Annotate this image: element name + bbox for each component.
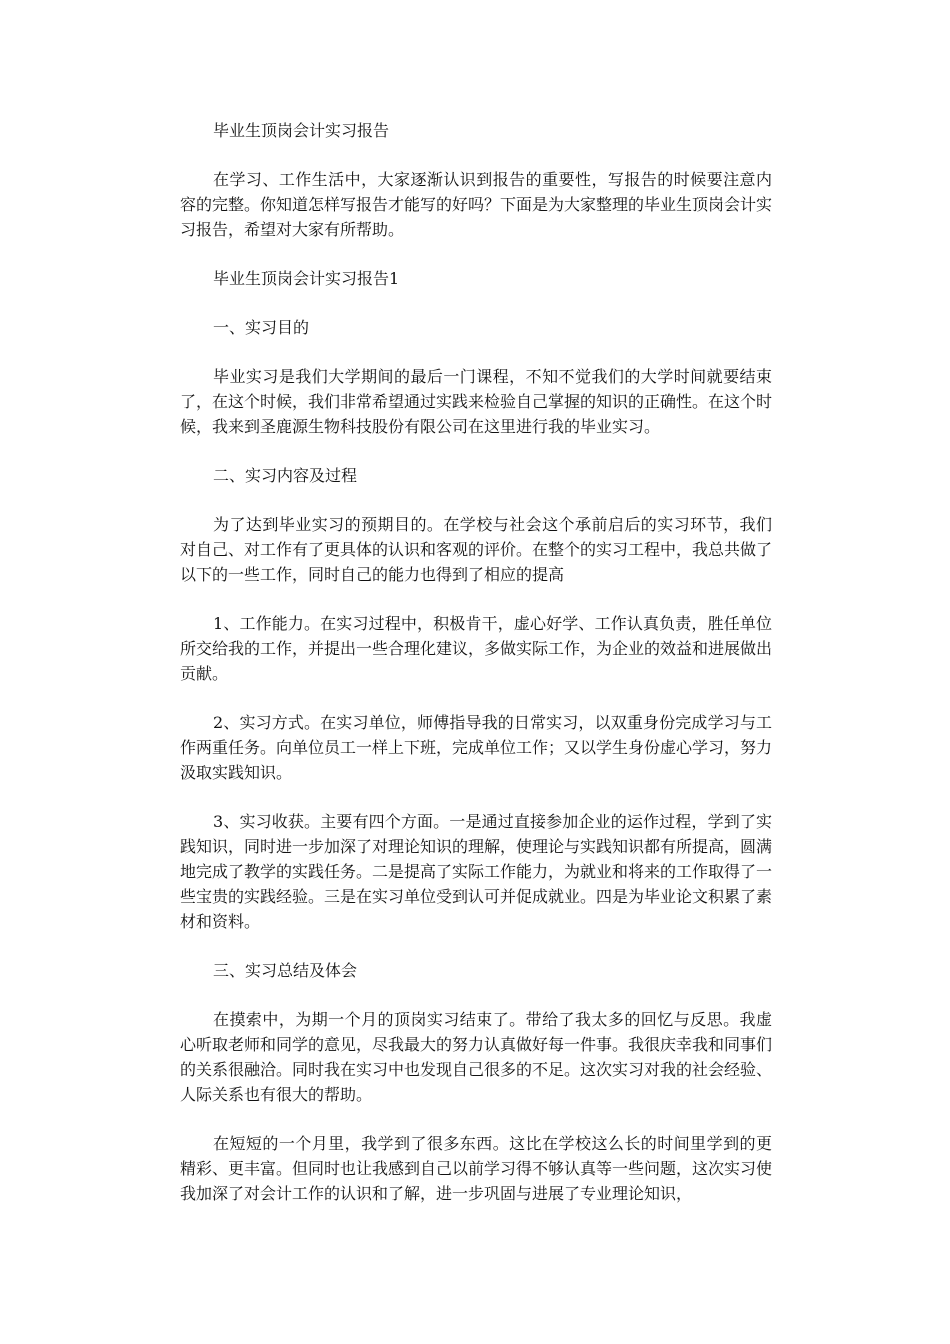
item2-paragraph: 2、实习方式。在实习单位，师傅指导我的日常实习，以双重身份完成学习与工作两重任务。向单位员工一样上下班，完成单位工作；又以学生身份虚心学习，努力汲取实践知识。 xyxy=(180,713,773,782)
section2-heading: 二、实习内容及过程 xyxy=(213,466,358,485)
section1-paragraph: 毕业实习是我们大学期间的最后一门课程，不知不觉我们的大学时间就要结束了，在这个时候，我们非常希望通过实践来检验自己掌握的知识的正确性。在这个时候，我来到圣鹿源生物科技股份有限公司在这里进行我的毕业实习。 xyxy=(180,367,773,436)
item3-paragraph: 3、实习收获。主要有四个方面。一是通过直接参加企业的运作过程，学到了实践知识，同时进一步加深了对理论知识的理解，使理论与实践知识都有所提高，圆满地完成了教学的实践任务。二是提高了实际工作能力，为就业和将来的工作取得了一些宝贵的实践经验。三是在实习单位受到认可并促成就业。四是为毕业论文积累了素材和资料。 xyxy=(180,812,773,931)
intro-paragraph: 在学习、工作生活中，大家逐渐认识到报告的重要性，写报告的时候要注意内容的完整。你知道怎样写报告才能写的好吗？下面是为大家整理的毕业生顶岗会计实习报告，希望对大家有所帮助。 xyxy=(180,170,773,239)
item1-paragraph: 1、工作能力。在实习过程中，积极肯干，虚心好学、工作认真负责，胜任单位所交给我的工作，并提出一些合理化建议，多做实际工作，为企业的效益和进展做出贡献。 xyxy=(180,614,773,683)
document-title: 毕业生顶岗会计实习报告 xyxy=(213,121,390,140)
report-heading: 毕业生顶岗会计实习报告1 xyxy=(213,269,400,288)
section3-paragraph-2: 在短短的一个月里，我学到了很多东西。这比在学校这么长的时间里学到的更精彩、更丰富。但同时也让我感到自己以前学习得不够认真等一些问题，这次实习使我加深了对会计工作的认识和了解，进一步巩固与进展了专业理论知识， xyxy=(180,1134,773,1203)
document-page xyxy=(180,118,772,1230)
section1-heading: 一、实习目的 xyxy=(213,318,310,337)
section3-heading: 三、实习总结及体会 xyxy=(213,961,358,980)
section3-paragraph-1: 在摸索中，为期一个月的顶岗实习结束了。带给了我太多的回忆与反思。我虚心听取老师和同学的意见，尽我最大的努力认真做好每一件事。我很庆幸我和同事们的关系很融洽。同时我在实习中也发现自己很多的不足。这次实习对我的社会经验、人际关系也有很大的帮助。 xyxy=(180,1010,773,1104)
section2-paragraph: 为了达到毕业实习的预期目的。在学校与社会这个承前启后的实习环节，我们对自己、对工作有了更具体的认识和客观的评价。在整个的实习工程中，我总共做了以下的一些工作，同时自己的能力也得到了相应的提高 xyxy=(180,515,773,584)
